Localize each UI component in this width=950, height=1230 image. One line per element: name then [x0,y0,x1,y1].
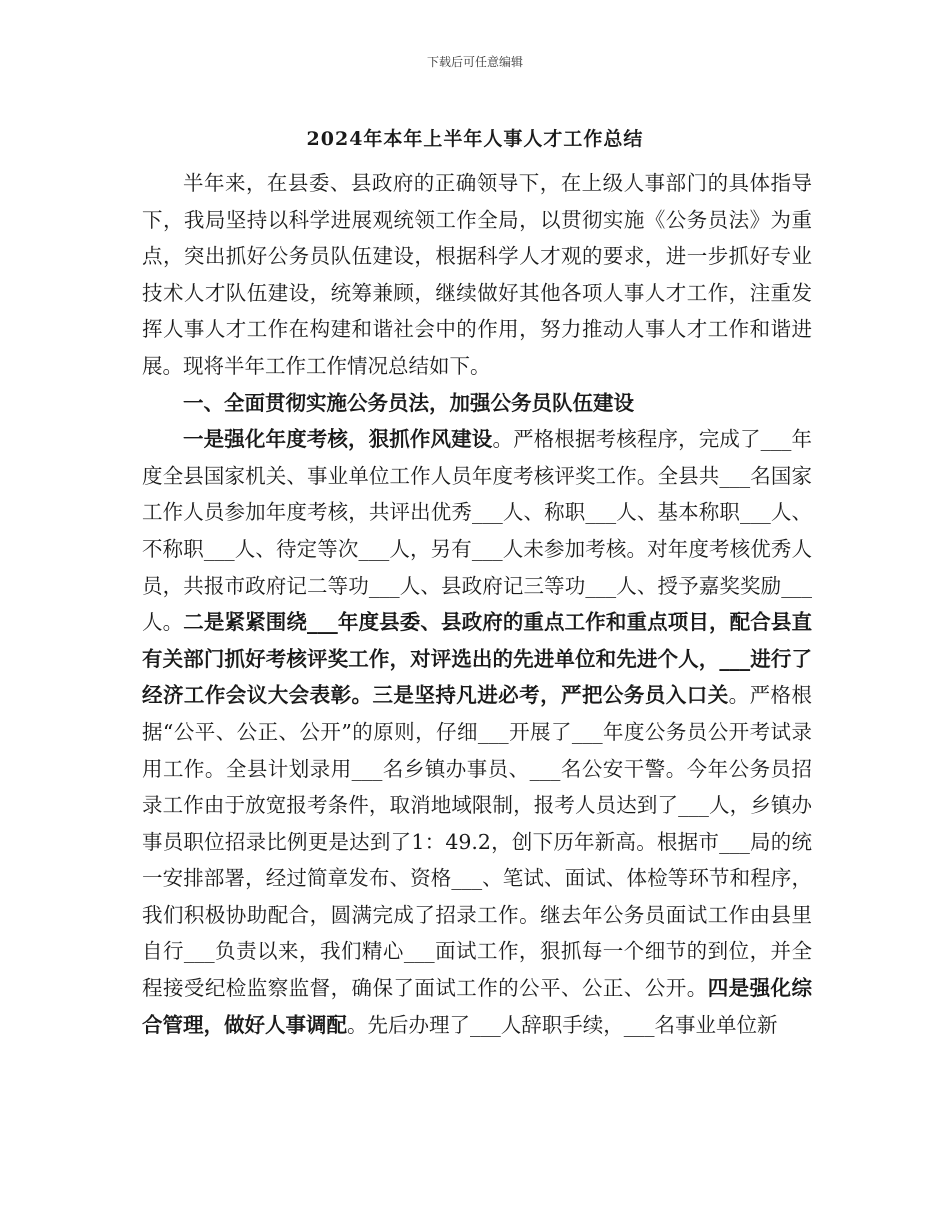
page-header: 下载后可任意编辑 [426,55,523,69]
point-one-text: 。严格根据考核程序，完成了___年度全县国家机关、事业单位工作人员年度考核评奖工作。全县共___名国家工作人员参加年度考核，共评出优秀___人、称职___人、基本称职___人、不称职___人、待定等次___人，另有___人未参加考核。对年度考核优秀人员，共报市政府记二等功___人、县政府记三等功___人、授予嘉奖奖励___人。 [142,427,813,635]
document-title: 2024年本年上半年人事人才工作总结 [306,128,644,150]
section-paragraph [142,421,812,1043]
point-three-text: 。严格根据“公平、公正、公开”的原则，仔细___开展了___年度公务员公开考试录用工作。全县计划录用___名乡镇办事员、___名公安干警。今年公务员招录工作由于放宽报考条件，取消地域限制，报考人员达到了___人，乡镇办事员职位招录比例更是达到了1：49.2，创下历年新高。根据市___局的统一安排部署，经过简章发布、资格___、笔试、面试、体检等环节和程序，我们积极协助配合，圆满完成了招录工作。继去年公务员面试工作由县里自行___负责以来，我们精心___面试工作，狠抓每一个细节的到位，并全程接受纪检监察监督，确保了面试工作的公平、公正、公开。 [142,683,813,1001]
point-two-text: 二是紧紧围绕___年度县委、县政府的重点工作和重点项目，配合县直有关部门抓好考核评奖工作，对评选出的先进单位和先进个人，___进行了经济工作会议大会表彰。 [142,610,813,708]
point-four-text: 。先后办理了___人辞职手续，___名事业单位新 [347,1012,778,1037]
point-one-heading: 一是强化年度考核，狠抓作风建设 [183,427,493,452]
document-body [142,165,812,1043]
point-four-heading: 四是强化综合管理，做好人事调配 [142,976,813,1037]
intro-paragraph: 半年来，在县委、县政府的正确领导下，在上级人事部门的具体指导下，我局坚持以科学进展观统领工作全局，以贯彻实施《公务员法》为重点，突出抓好公务员队伍建设，根据科学人才观的要求，进一步抓好专业技术人才队伍建设，统筹兼顾，继续做好其他各项人事人才工作，注重发挥人事人才工作在构建和谐社会中的作用，努力推动人事人才工作和谐进展。现将半年工作工作情况总结如下。 [142,171,812,378]
section-heading: 一、全面贯彻实施公务员法，加强公务员队伍建设 [183,390,634,415]
point-three-heading: 三是坚持凡进必考，严把公务员入口关 [372,683,729,708]
